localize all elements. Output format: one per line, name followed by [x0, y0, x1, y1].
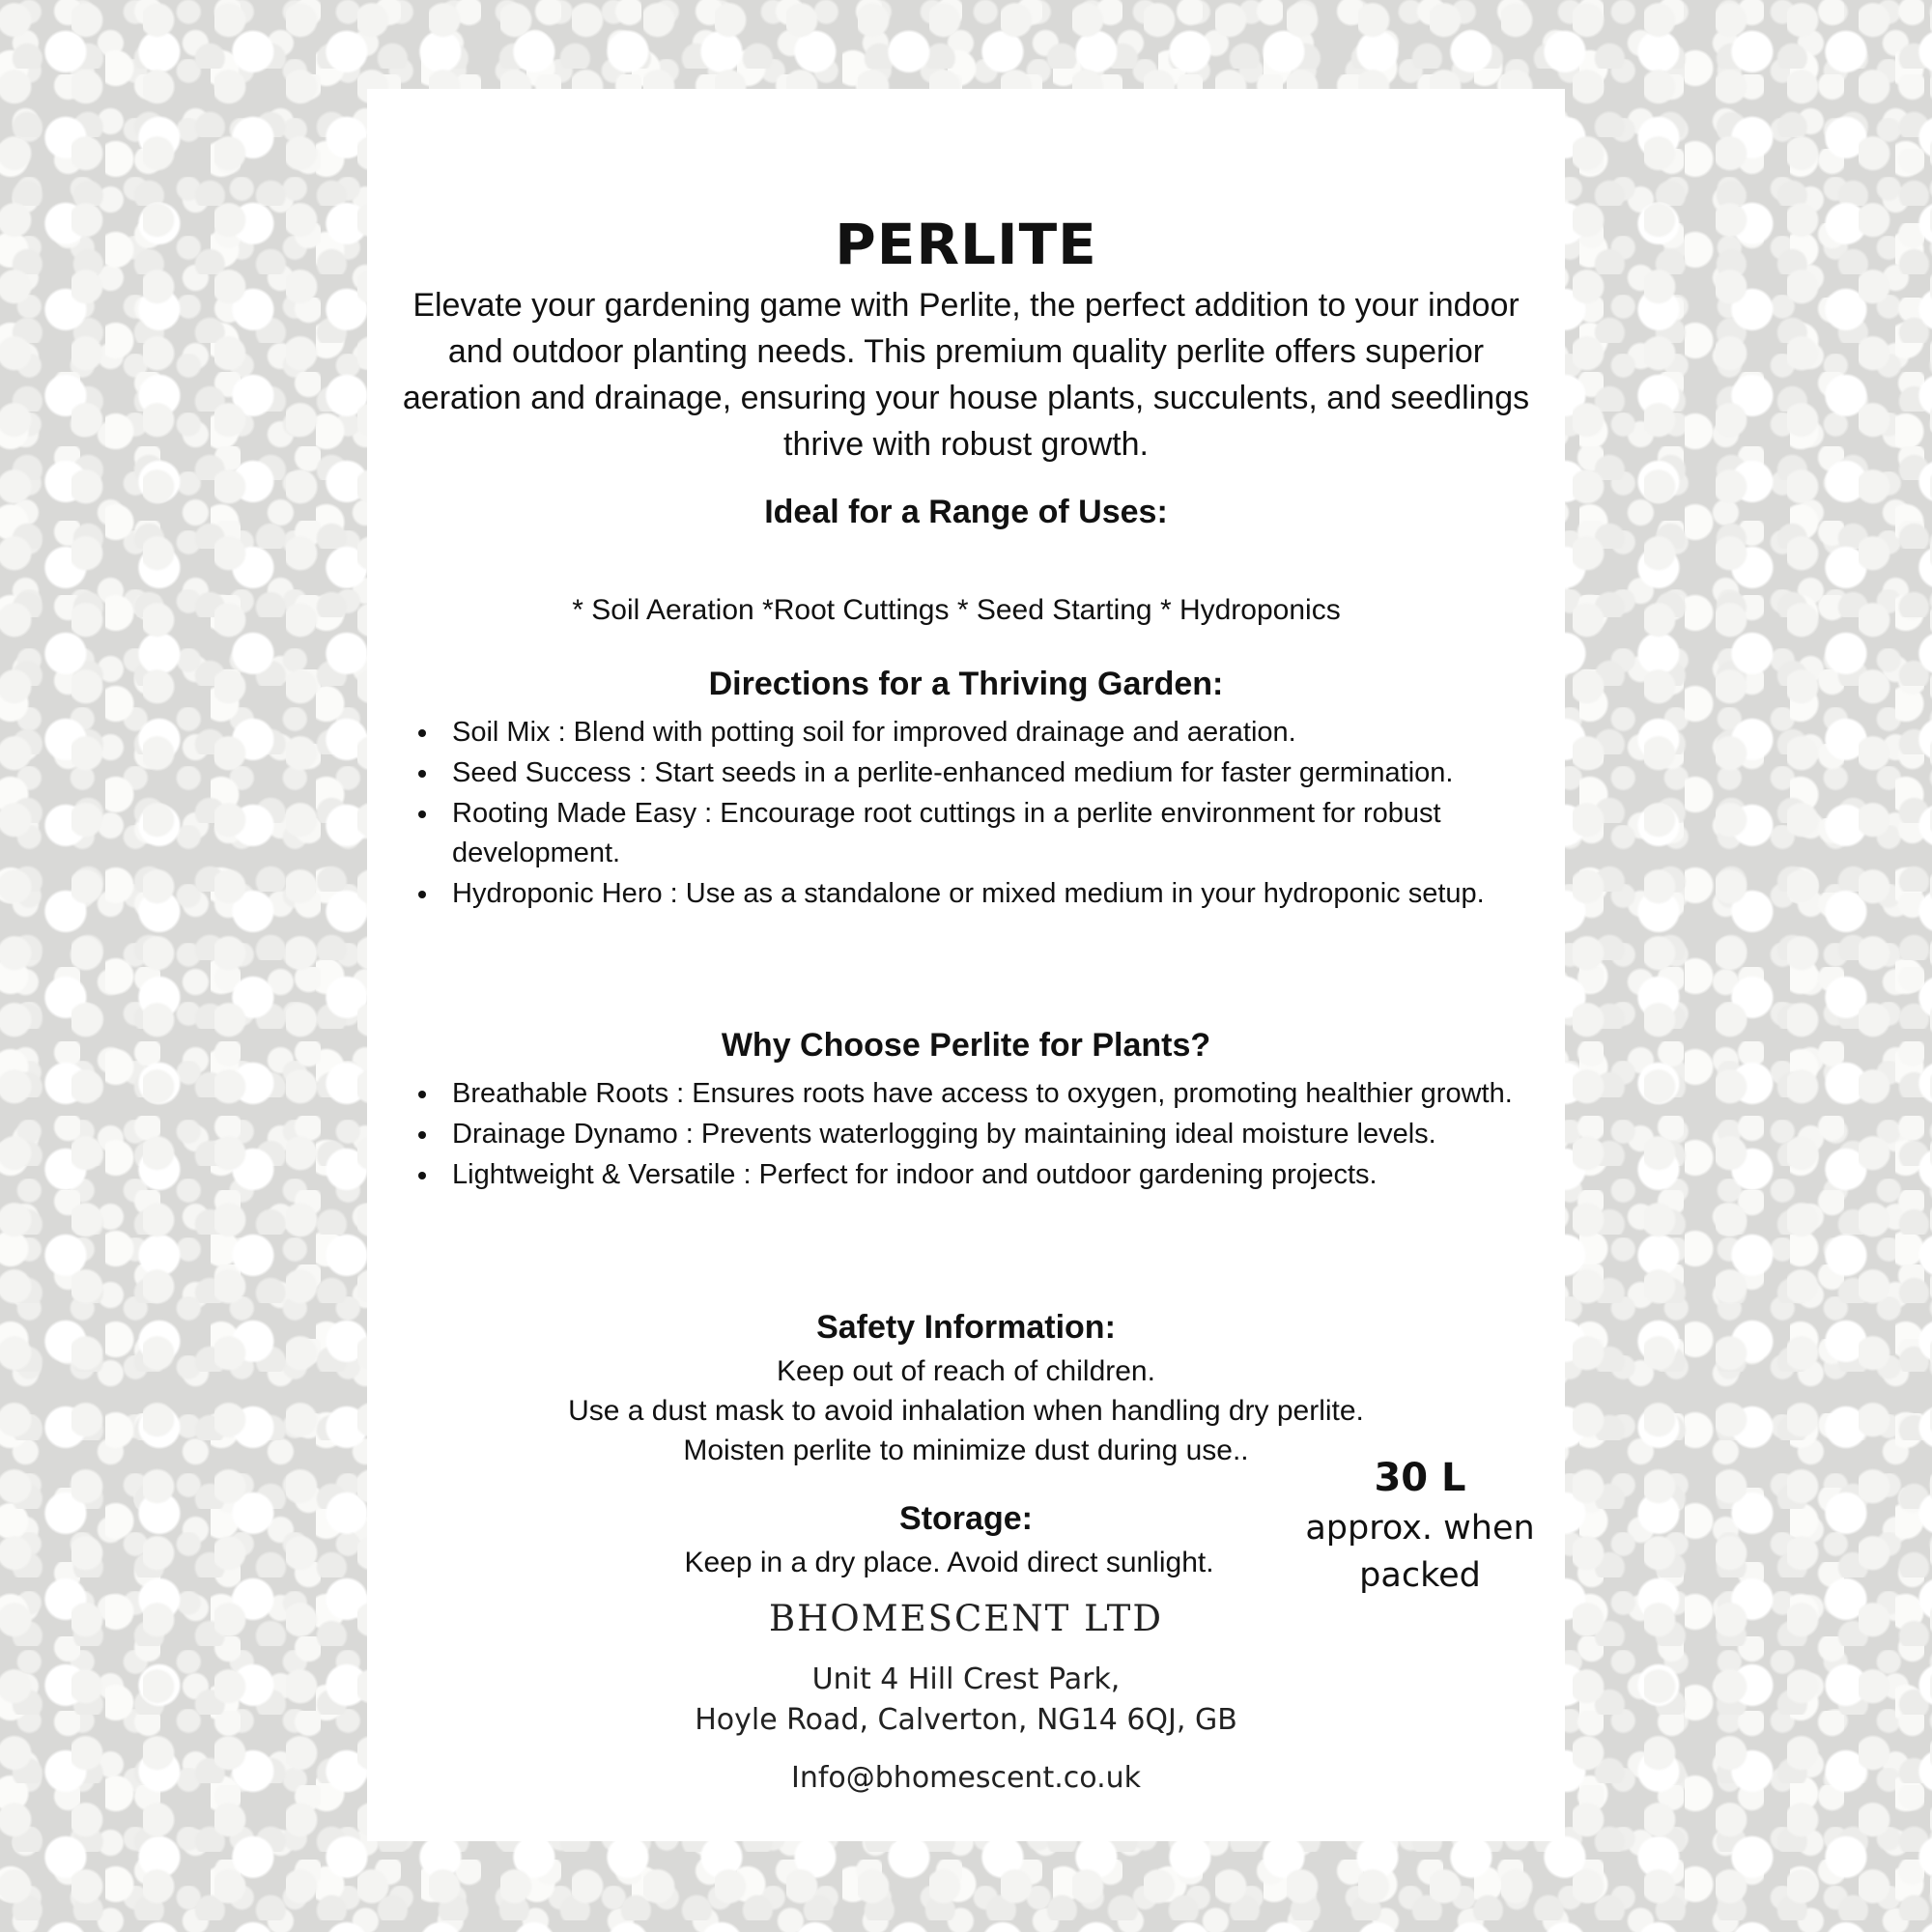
company-name: BHOMESCENT LTD — [768, 1598, 1164, 1639]
capacity-note: approx. when packed — [1305, 1509, 1535, 1595]
safety-heading: Safety Information: — [816, 1309, 1116, 1346]
capacity-box — [1285, 1451, 1555, 1600]
why-list — [413, 1074, 1515, 1196]
why-heading: Why Choose Perlite for Plants? — [721, 1027, 1211, 1064]
list-item: Lightweight & Versatile : Perfect for indoor and outdoor gardening projects. — [413, 1155, 1515, 1195]
address-line: Unit 4 Hill Crest Park, — [811, 1662, 1121, 1696]
label-card — [367, 89, 1565, 1841]
capacity-volume: 30 L — [1374, 1456, 1466, 1500]
list-item: Soil Mix : Blend with potting soil for improved drainage and aeration. — [413, 713, 1515, 753]
intro-paragraph: Elevate your gardening game with Perlite, the perfect addition to your indoor and outdoor planting needs. This premium quality perlite offers superior aeration and drainage, ensuring your house plants, succulents, and seedlings thrive with robust growth. — [402, 287, 1530, 463]
storage-text: Keep in a dry place. Avoid direct sunlight. — [684, 1547, 1214, 1578]
product-title: PERLITE — [835, 212, 1097, 277]
address-line: Hoyle Road, Calverton, NG14 6QJ, GB — [695, 1703, 1237, 1737]
directions-heading: Directions for a Thriving Garden: — [708, 666, 1224, 702]
directions-list — [413, 713, 1515, 915]
storage-heading: Storage: — [899, 1500, 1033, 1537]
safety-line: Moisten perlite to minimize dust during use.. — [683, 1435, 1249, 1466]
list-item: Drainage Dynamo : Prevents waterlogging by maintaining ideal moisture levels. — [413, 1115, 1515, 1154]
uses-heading: Ideal for a Range of Uses: — [764, 494, 1168, 530]
safety-line: Use a dust mask to avoid inhalation when handling dry perlite. — [568, 1395, 1364, 1427]
uses-list: * Soil Aeration *Root Cuttings * Seed Starting * Hydroponics — [572, 594, 1341, 626]
list-item: Seed Success : Start seeds in a perlite-enhanced medium for faster germination. — [413, 753, 1515, 793]
list-item: Rooting Made Easy : Encourage root cuttings in a perlite environment for robust development. — [413, 794, 1515, 873]
list-item: Hydroponic Hero : Use as a standalone or mixed medium in your hydroponic setup. — [413, 874, 1515, 914]
safety-line: Keep out of reach of children. — [777, 1355, 1155, 1387]
company-email: Info@bhomescent.co.uk — [790, 1761, 1141, 1795]
list-item: Breathable Roots : Ensures roots have access to oxygen, promoting healthier growth. — [413, 1074, 1515, 1114]
